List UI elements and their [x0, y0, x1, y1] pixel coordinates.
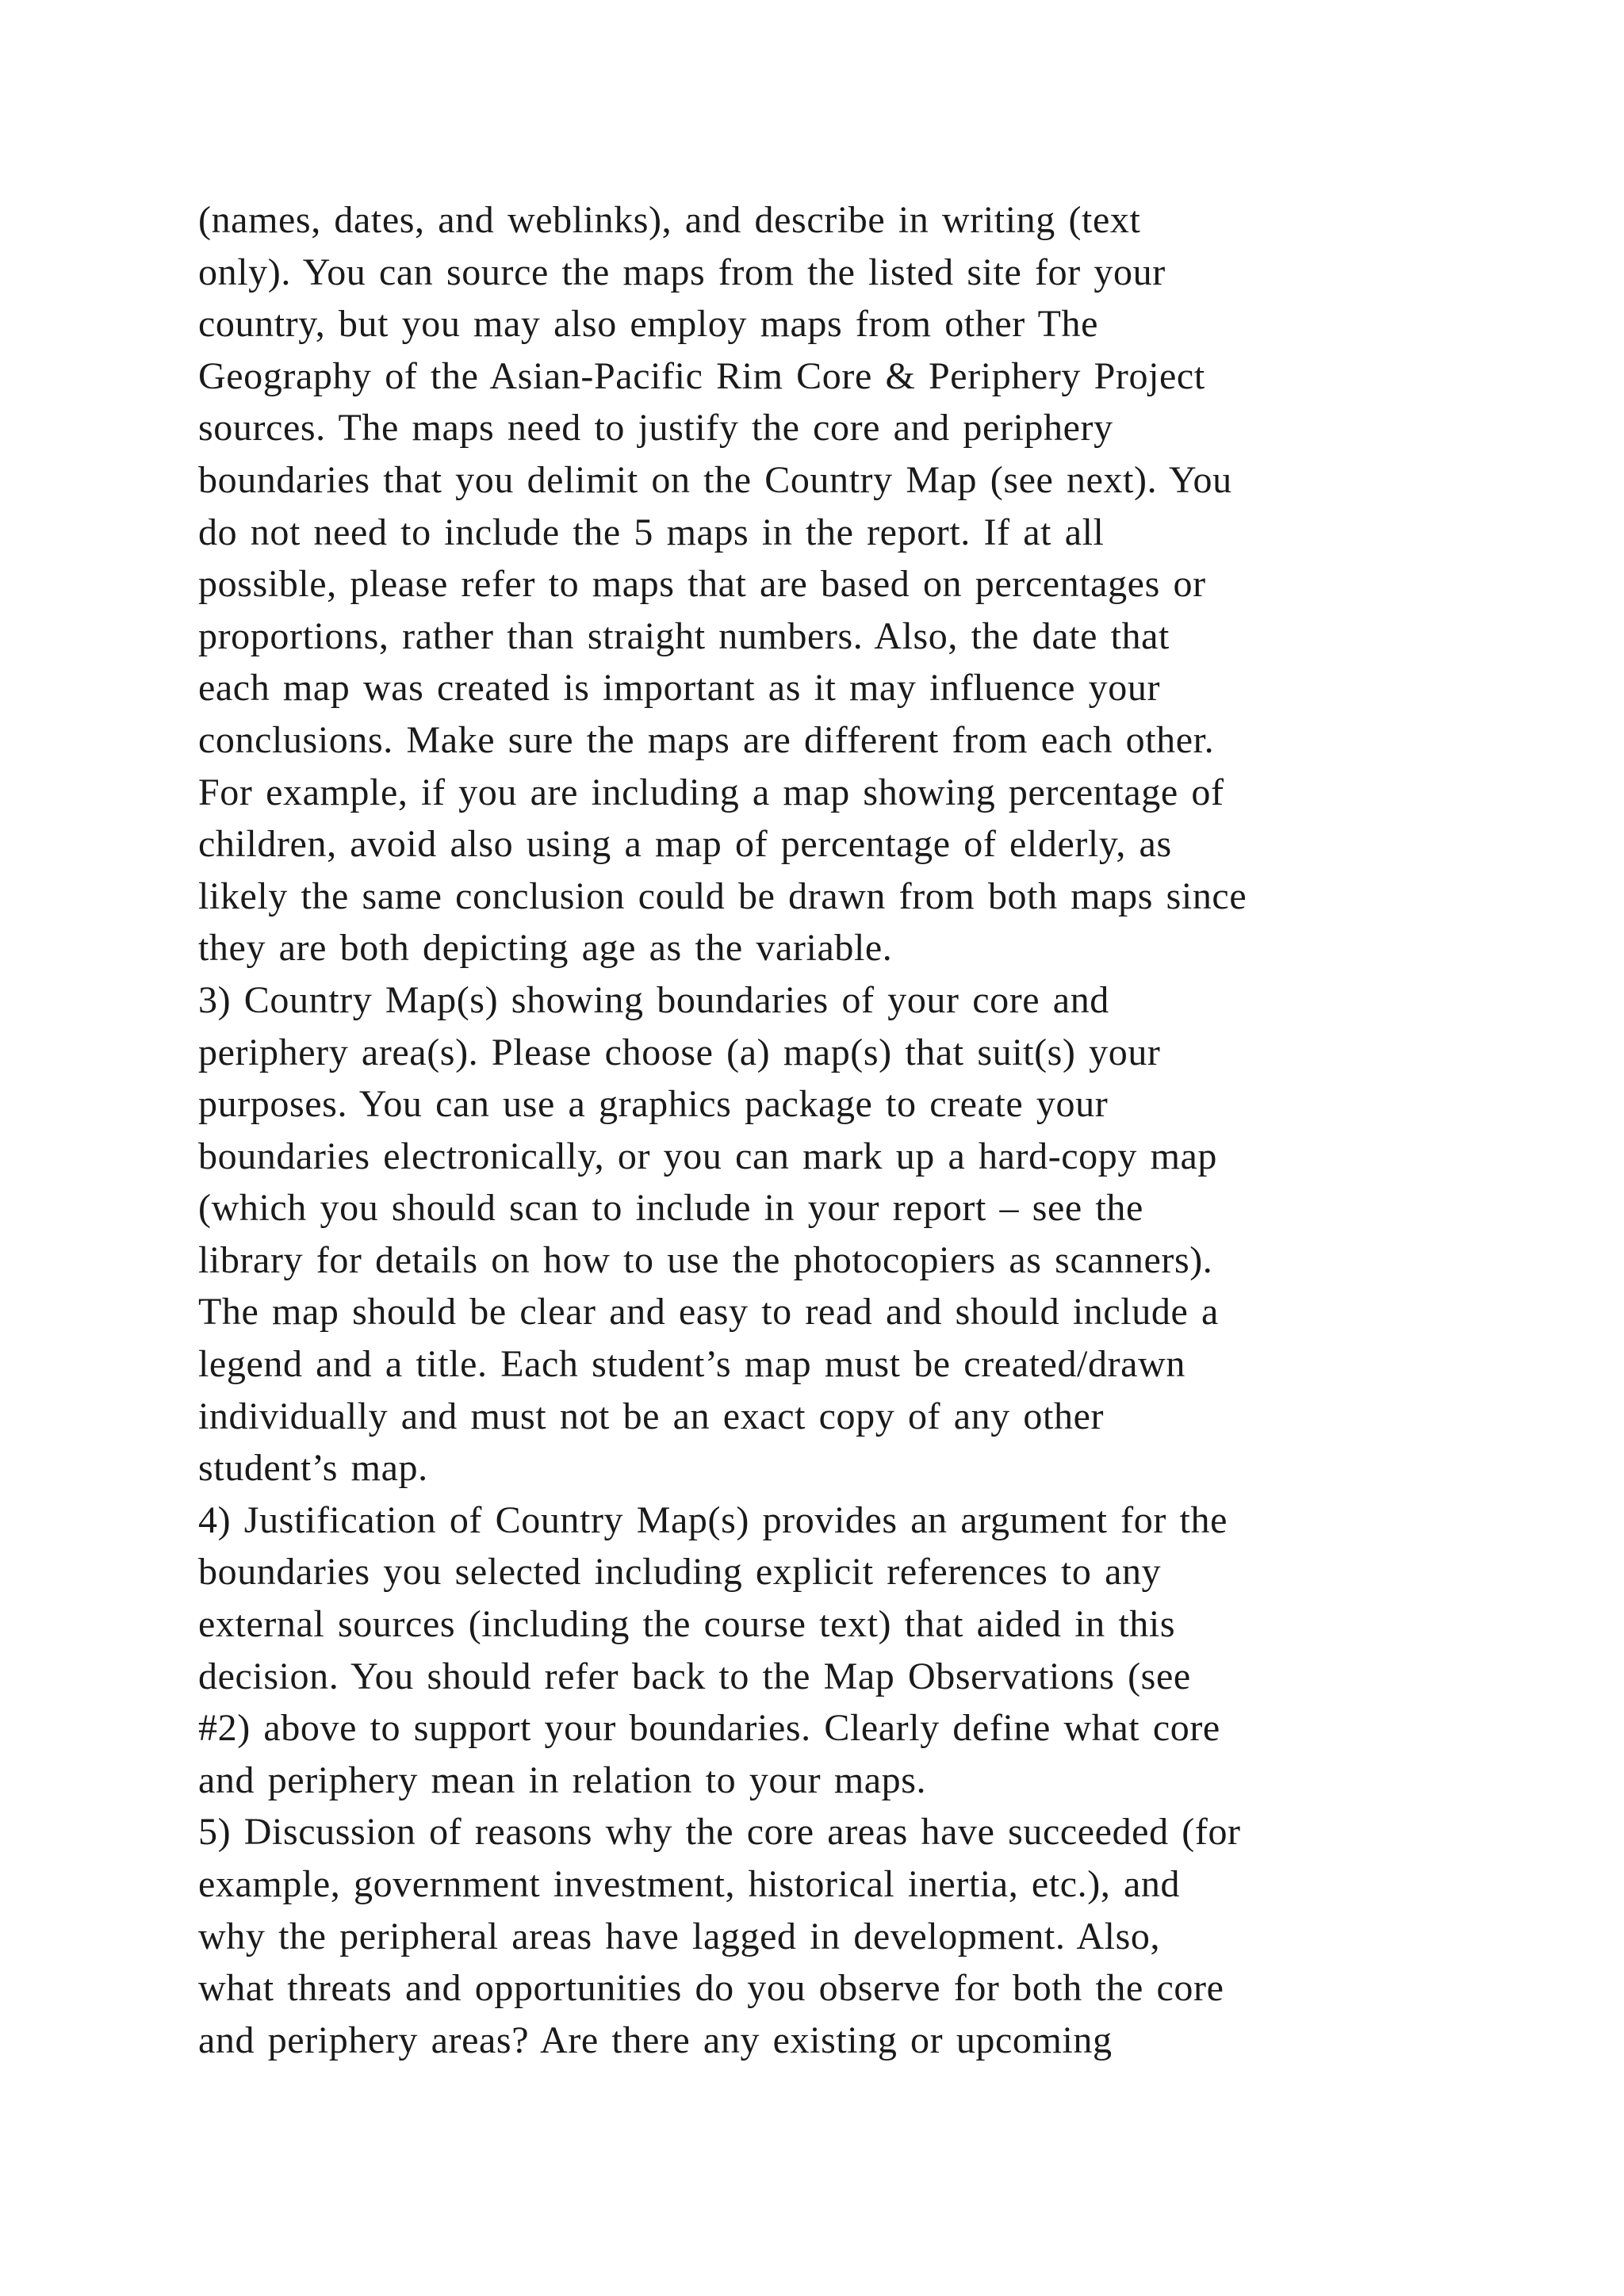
text-line: #2) above to support your boundaries. Clearly define what core — [198, 1707, 1220, 1750]
text-line: 3) Country Map(s) showing boundaries of your core and — [198, 978, 1109, 1021]
text-line: periphery area(s). Please choose (a) map(s) that suit(s) your — [198, 1031, 1161, 1073]
text-line: only). You can source the maps from the listed site for your — [198, 251, 1166, 293]
text-line: 4) Justification of Country Map(s) provides an argument for the — [198, 1498, 1228, 1541]
text-line: possible, please refer to maps that are based on percentages or — [198, 563, 1206, 606]
text-line: what threats and opportunities do you observe for both the core — [198, 1967, 1224, 2010]
text-line: library for details on how to use the photocopiers as scanners). — [198, 1238, 1213, 1281]
text-line: and periphery areas? Are there any existing or upcoming — [198, 2019, 1113, 2061]
text-line: decision. You should refer back to the Map Observations (see — [198, 1655, 1191, 1697]
text-line: country, but you may also employ maps from other The — [198, 303, 1098, 346]
text-line: conclusions. Make sure the maps are different from each other. — [198, 718, 1215, 761]
text-line: proportions, rather than straight numbers. Also, the date that — [198, 614, 1170, 657]
text-line: they are both depicting age as the variable. — [198, 927, 893, 970]
text-line: example, government investment, historical inertia, etc.), and — [198, 1863, 1181, 1905]
text-line: each map was created is important as it may influence your — [198, 667, 1161, 710]
text-line: individually and must not be an exact copy of any other — [198, 1395, 1105, 1437]
text-line: do not need to include the 5 maps in the report. If at all — [198, 511, 1105, 553]
body-text — [198, 194, 1562, 2066]
text-line: legend and a title. Each student’s map must be created/drawn — [198, 1343, 1185, 1386]
text-line: and periphery mean in relation to your maps. — [198, 1758, 927, 1801]
text-line: why the peripheral areas have lagged in development. Also, — [198, 1915, 1161, 1957]
text-line: sources. The maps need to justify the core and periphery — [198, 407, 1113, 450]
text-line: Geography of the Asian-Pacific Rim Core & Periphery Project — [198, 354, 1205, 397]
text-line: boundaries that you delimit on the Country Map (see next). You — [198, 458, 1232, 501]
text-line: The map should be clear and easy to read and should include a — [198, 1291, 1219, 1334]
text-line: (names, dates, and weblinks), and describe in writing (text — [198, 199, 1141, 241]
text-line: boundaries you selected including explicit references to any — [198, 1551, 1162, 1594]
text-line: (which you should scan to include in your report – see the — [198, 1187, 1143, 1230]
text-line: purposes. You can use a graphics package to create your — [198, 1083, 1109, 1126]
text-line: likely the same conclusion could be drawn from both maps since — [198, 874, 1247, 917]
text-line: children, avoid also using a map of percentage of elderly, as — [198, 823, 1172, 866]
text-line: boundaries electronically, or you can mark up a hard-copy map — [198, 1135, 1218, 1177]
text-line: student’s map. — [198, 1447, 428, 1490]
text-line: For example, if you are including a map showing percentage of — [198, 771, 1224, 813]
text-line: external sources (including the course text) that aided in this — [198, 1603, 1176, 1646]
text-line: 5) Discussion of reasons why the core areas have succeeded (for — [198, 1811, 1241, 1854]
